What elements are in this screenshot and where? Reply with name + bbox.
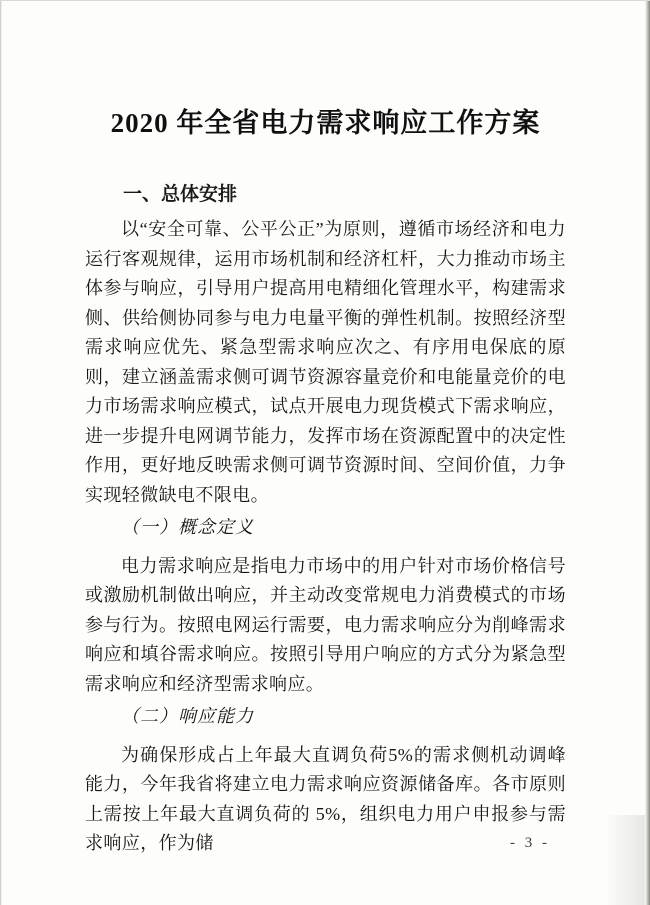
paragraph-overall-arrangement: 以“安全可靠、公平公正”为原则，遵循市场经济和电力运行客观规律，运用市场机制和经济杠杆，大力推动市场主体参与响应，引导用户提高用电精细化管理水平，构建需求侧、供给侧协同参与电力电量平衡的弹性机制。按照经济型需求响应优先、紧急型需求响应次之、有序用电保底的原则，建立涵盖需求侧可调节资源容量竞价和电能量竞价的电力市场需求响应模式，试点开展电力现货模式下需求响应，进一步提升电网调节能力，发挥市场在资源配置中的决定性作用，更好地反映需求侧可调节资源时间、空间价值，力争实现轻微缺电不限电。 <box>85 219 566 505</box>
scan-edge-right-line <box>645 1 650 905</box>
scan-edge-left-line <box>0 1 2 905</box>
paragraph-response-capability: 为确保形成占上年最大直调负荷5%的需求侧机动调峰能力，今年我省将建立电力需求响应资源储备库。各市原则上需按上年最大直调负荷的 5%，组织电力用户申报参与需求响应，作为储 <box>85 744 566 853</box>
scan-shadow-corner <box>605 815 645 905</box>
paragraph-concept-definition: 电力需求响应是指电力市场中的用户针对市场价格信号或激励机制做出响应，并主动改变常规电力消费模式的市场参与行为。按照电网运行需要，电力需求响应分为削峰需求响应和填谷需求响应。按照引导用户响应的方式分为紧急型需求响应和经济型需求响应。 <box>85 555 566 694</box>
page-number: - 3 - <box>510 835 550 851</box>
subsection-heading-concept-definition: （一）概念定义 <box>121 517 254 537</box>
subsection-heading-response-capability: （二）响应能力 <box>121 706 254 726</box>
document-content <box>0 1 650 859</box>
section-heading-overall-arrangement: 一、总体安排 <box>123 184 238 205</box>
document-title: 2020 年全省电力需求响应工作方案 <box>110 108 541 138</box>
